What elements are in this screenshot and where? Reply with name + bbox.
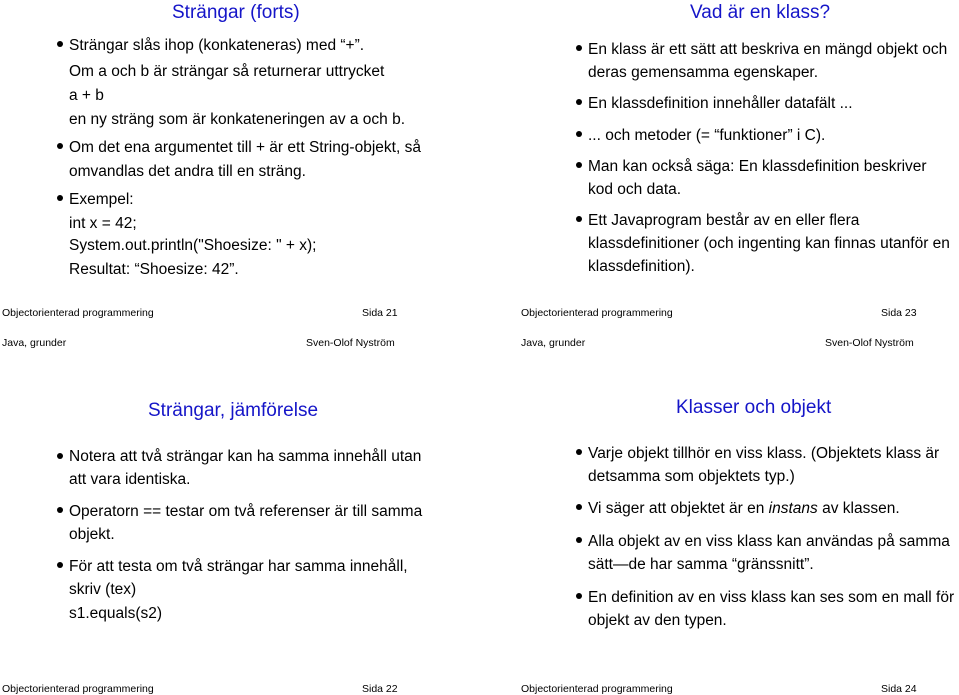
- text-line: detsamma som objektets typ.): [588, 468, 795, 485]
- bullet-icon: [576, 162, 582, 168]
- text-line: att vara identiska.: [69, 471, 191, 488]
- bullet-icon: [576, 131, 582, 137]
- footer-page: Sida 23: [881, 307, 917, 319]
- bullet-icon: [576, 216, 582, 222]
- bullet-icon: [576, 99, 582, 105]
- bullet-icon: [57, 562, 63, 568]
- footer-page: Sida 22: [362, 683, 398, 695]
- bullet-icon: [576, 45, 582, 51]
- text-line: En klass är ett sätt att beskriva en mängd objekt och: [588, 41, 948, 58]
- bullet-icon: [576, 593, 582, 599]
- text-line: [588, 500, 900, 517]
- slide-title: Strängar (forts): [172, 2, 300, 23]
- text-line: Alla objekt av en viss klass kan användas på samma: [588, 533, 950, 550]
- footer-page: Sida 21: [362, 307, 398, 319]
- bullet-icon: [57, 507, 63, 513]
- text-line: omvandlas det andra till en sträng.: [69, 163, 306, 180]
- text-line: Operatorn == testar om två referenser är till samma: [69, 503, 423, 520]
- text-line: en ny sträng som är konkateneringen av a och b.: [69, 111, 406, 128]
- text-line: skriv (tex): [69, 581, 137, 598]
- text-line: int x = 42;: [69, 215, 137, 232]
- text-line: Om det ena argumentet till + är ett String-objekt, så: [69, 139, 421, 156]
- footer-course: Objectorienterad programmering: [2, 307, 154, 319]
- text-line: objekt av den typen.: [588, 612, 727, 629]
- text-line: a + b: [69, 87, 104, 104]
- bullet-icon: [576, 449, 582, 455]
- text-line: Om a och b är strängar så returnerar uttrycket: [69, 63, 385, 80]
- footer-course: Objectorienterad programmering: [2, 683, 154, 695]
- text-line: Notera att två strängar kan ha samma innehåll utan: [69, 448, 422, 465]
- header-topic: Java, grunder: [2, 337, 67, 349]
- text-line: Varje objekt tillhör en viss klass. (Objektets klass är: [588, 445, 940, 462]
- emphasis-text: instans: [768, 500, 818, 517]
- slide-title: Strängar, jämförelse: [148, 400, 319, 421]
- slide-title: Klasser och objekt: [676, 397, 832, 418]
- footer-course: Objectorienterad programmering: [521, 683, 673, 695]
- text-line: Man kan också säga: En klassdefinition beskriver: [588, 158, 927, 175]
- text-line: klassdefinitioner (och ingenting kan finnas utanför en: [588, 235, 950, 252]
- text-line: deras gemensamma egenskaper.: [588, 64, 819, 81]
- text-line: Strängar slås ihop (konkateneras) med “+”.: [69, 37, 365, 54]
- bullet-icon: [576, 504, 582, 510]
- text-line: kod och data.: [588, 181, 682, 198]
- text-span: av klassen.: [817, 500, 900, 517]
- bullet-icon: [57, 195, 63, 201]
- text-line: s1.equals(s2): [69, 605, 163, 622]
- text-line: klassdefinition).: [588, 258, 695, 275]
- bullet-icon: [57, 41, 63, 47]
- header-author: Sven-Olof Nyström: [306, 337, 395, 349]
- bullet-icon: [57, 143, 63, 149]
- bullet-icon: [576, 537, 582, 543]
- text-span: Vi säger att objektet är en: [588, 500, 769, 517]
- header-topic: Java, grunder: [521, 337, 586, 349]
- text-line: En definition av en viss klass kan ses som en mall för: [588, 589, 955, 606]
- footer-page: Sida 24: [881, 683, 917, 695]
- bullet-icon: [57, 453, 63, 459]
- footer-course: Objectorienterad programmering: [521, 307, 673, 319]
- header-author: Sven-Olof Nyström: [825, 337, 914, 349]
- text-line: Ett Javaprogram består av en eller flera: [588, 212, 860, 229]
- text-line: sätt—de har samma “gränssnitt”.: [588, 556, 814, 573]
- text-line: System.out.println("Shoesize: " + x);: [69, 237, 317, 254]
- text-line: Exempel:: [69, 191, 134, 208]
- text-line: objekt.: [69, 526, 115, 543]
- slide-title: Vad är en klass?: [690, 2, 831, 23]
- text-line: För att testa om två strängar har samma innehåll,: [69, 558, 408, 575]
- text-line: ... och metoder (= “funktioner” i C).: [588, 127, 826, 144]
- text-line: En klassdefinition innehåller datafält ...: [588, 95, 853, 112]
- text-line: Resultat: “Shoesize: 42”.: [69, 261, 239, 278]
